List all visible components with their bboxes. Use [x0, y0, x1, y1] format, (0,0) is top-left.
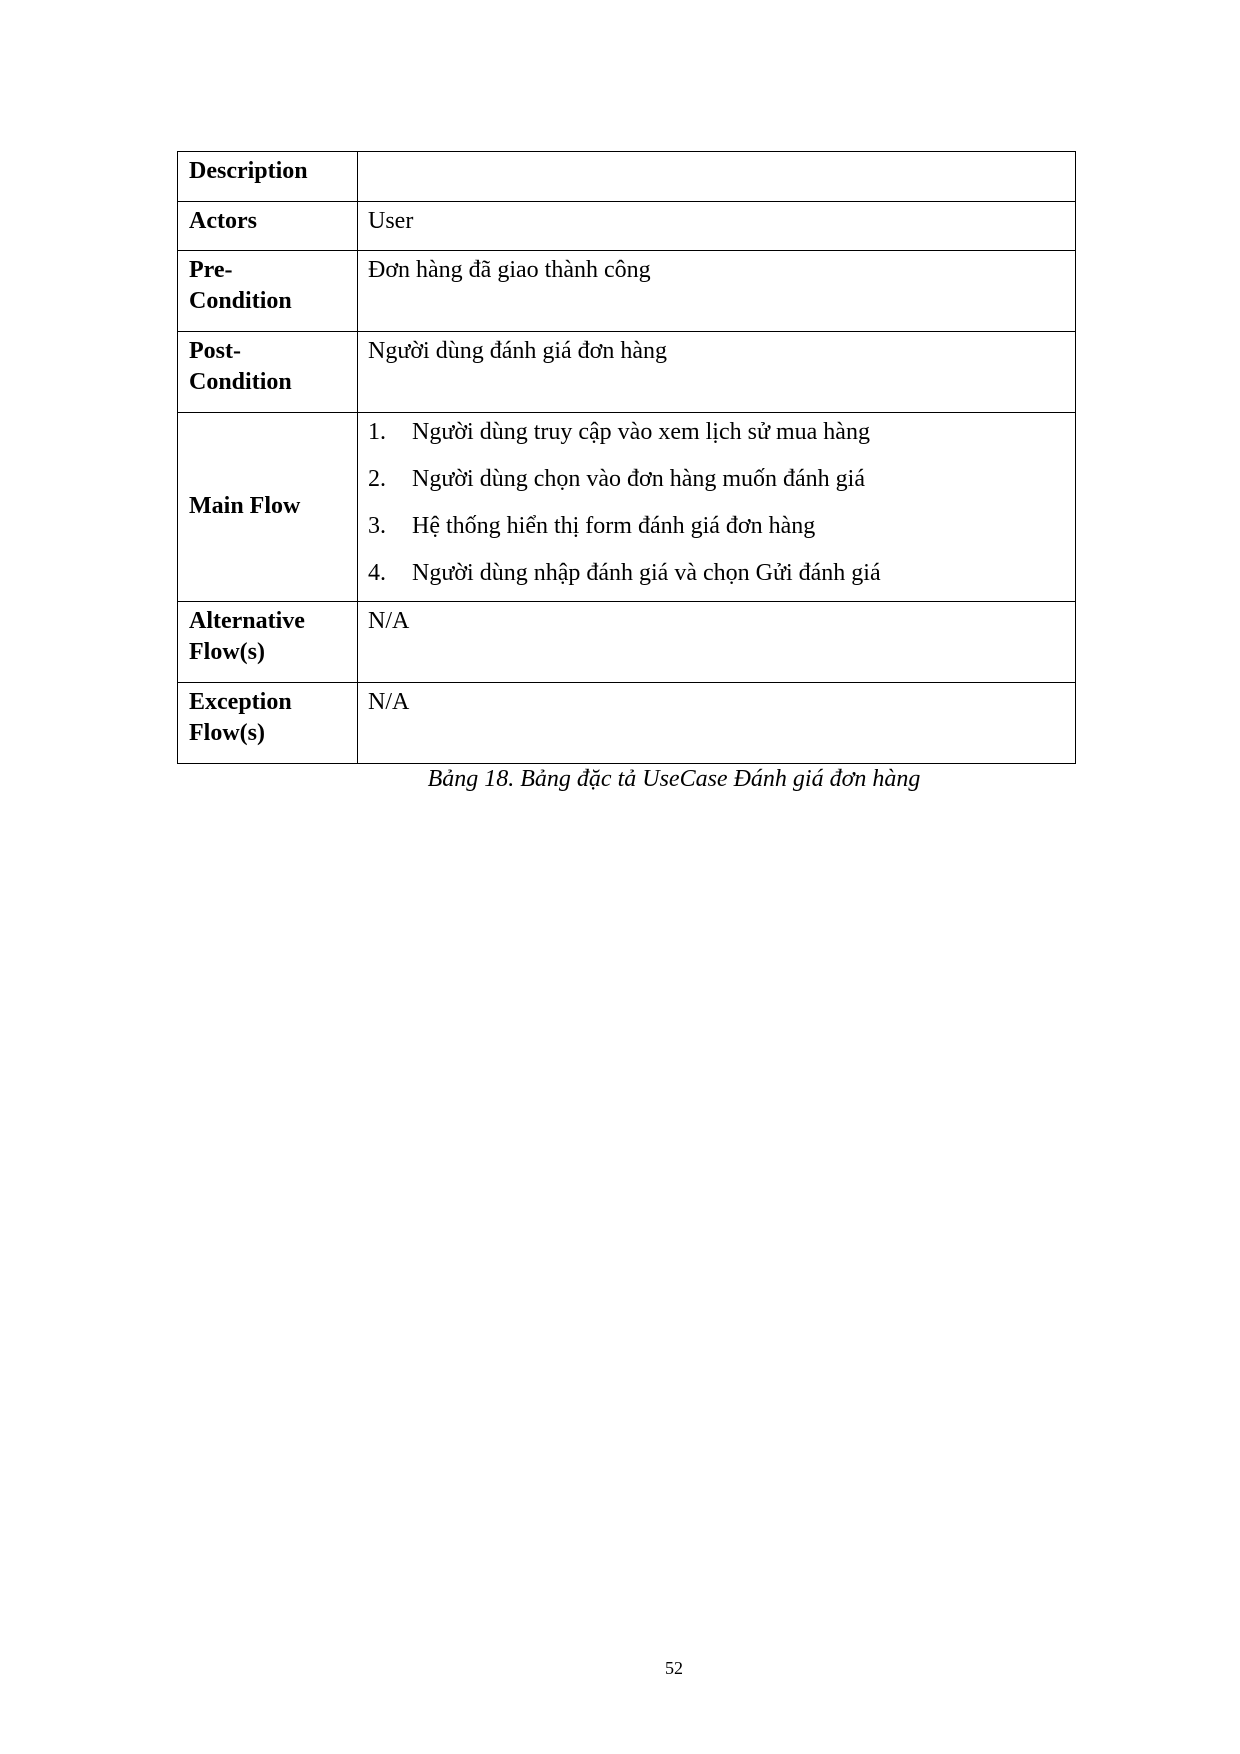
list-item [368, 417, 1065, 464]
actors-value: User [358, 202, 1076, 251]
list-item [368, 511, 1065, 558]
description-label: Description [178, 152, 358, 202]
table-row-post-condition [178, 332, 1076, 413]
step-number: 4. [368, 560, 386, 586]
table-row-main-flow [178, 413, 1076, 602]
pre-condition-label-line1: Pre- [189, 257, 233, 283]
table-row-description [178, 152, 1076, 202]
table-row-alternative-flows [178, 602, 1076, 683]
alternative-flows-value: N/A [358, 602, 1076, 683]
exception-label-line2: Flow(s) [189, 720, 265, 746]
alternative-label-line1: Alternative [189, 608, 305, 634]
alternative-label-line2: Flow(s) [189, 639, 265, 665]
post-condition-label-line2: Condition [189, 369, 292, 395]
step-number: 3. [368, 513, 386, 539]
post-condition-label-line1: Post- [189, 338, 241, 364]
actors-label: Actors [178, 202, 358, 251]
usecase-spec-table [177, 151, 1076, 764]
post-condition-label [178, 332, 358, 413]
step-text: Hệ thống hiển thị form đánh giá đơn hàng [412, 513, 816, 539]
step-text: Người dùng chọn vào đơn hàng muốn đánh giá [412, 466, 865, 492]
list-item [368, 464, 1065, 511]
page-number: 52 [665, 1658, 683, 1678]
description-value [358, 152, 1076, 202]
exception-label-line1: Exception [189, 689, 292, 715]
table-row-actors [178, 202, 1076, 251]
alternative-flows-label [178, 602, 358, 683]
main-flow-steps [368, 417, 1065, 594]
exception-flows-label [178, 683, 358, 764]
main-flow-label: Main Flow [178, 413, 358, 602]
pre-condition-value: Đơn hàng đã giao thành công [358, 251, 1076, 332]
table-caption: Bảng 18. Bảng đặc tả UseCase Đánh giá đơn hàng [427, 766, 921, 792]
step-text: Người dùng nhập đánh giá và chọn Gửi đánh giá [412, 560, 881, 586]
post-condition-value: Người dùng đánh giá đơn hàng [358, 332, 1076, 413]
list-item [368, 558, 1065, 594]
main-flow-value [358, 413, 1076, 602]
pre-condition-label [178, 251, 358, 332]
step-number: 1. [368, 419, 386, 445]
pre-condition-label-line2: Condition [189, 288, 292, 314]
step-text: Người dùng truy cập vào xem lịch sử mua hàng [412, 419, 870, 445]
step-number: 2. [368, 466, 386, 492]
table-row-pre-condition [178, 251, 1076, 332]
table-row-exception-flows [178, 683, 1076, 764]
exception-flows-value: N/A [358, 683, 1076, 764]
